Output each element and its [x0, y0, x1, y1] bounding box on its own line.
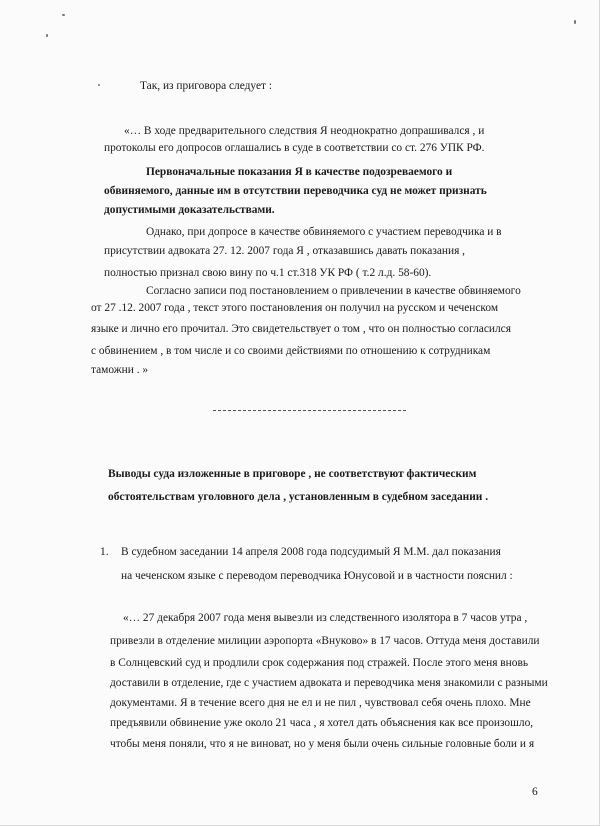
- quote1-line: «… В ходе предварительного следствия Я неоднократно допрашивался , и: [124, 125, 485, 137]
- scan-speck: [574, 20, 576, 24]
- list-item-line: на чеченском языке с переводом переводчика Юнусовой и в частности пояснил :: [121, 570, 513, 582]
- scan-speck: [62, 14, 65, 16]
- quote1-bold-line: допустимыми доказательствами.: [104, 204, 275, 216]
- quote2-line: в Солнцевский суд и продлили срок содержания под стражей. После этого меня вновь: [110, 657, 529, 669]
- intro-line: Так, из приговора следует :: [140, 80, 272, 92]
- quote1-line: таможни . »: [91, 364, 149, 376]
- quote1-line: протоколы его допросов оглашались в суде в соответствии со ст. 276 УПК РФ.: [104, 142, 485, 154]
- quote1-line: с обвинением , в том числе и со своими действиями по отношению к сотрудникам: [91, 345, 491, 357]
- quote2-line: предъявили обвинение уже около 21 часа , я хотел дать объяснения как все произошло,: [110, 717, 534, 729]
- scan-speck: [98, 84, 100, 86]
- quote2-line: документами. Я в течение всего дня не ел и не пил , чувствовал себя очень плохо. Мне: [110, 697, 531, 709]
- quote2-line: доставили в отделение, где с участием адвоката и переводчика меня знакомили с разными: [110, 677, 548, 689]
- page-number: 6: [532, 786, 538, 798]
- quote2-line: «… 27 декабря 2007 года меня вывезли из следственного изолятора в 7 часов утра ,: [123, 612, 528, 624]
- quote1-line: языке и лично его прочитал. Это свидетельствует о том , что он полностью согласился: [91, 323, 511, 335]
- list-item-number: 1.: [100, 546, 109, 558]
- list-item-line: В судебном заседании 14 апреля 2008 года подсудимый Я М.М. дал показания: [121, 546, 501, 558]
- quote2-line: привезли в отделение милиции аэропорта «Внуково» в 17 часов. Оттуда меня доставили: [110, 635, 540, 647]
- scan-speck: [46, 34, 48, 37]
- quote1-bold-line: Первоначальные показания Я в качестве подозреваемого и: [146, 166, 453, 178]
- quote1-bold-line: обвиняемого, данные им в отсутствии переводчика суд не может признать: [104, 185, 487, 197]
- quote1-line: полностью признал свою вину по ч.1 ст.318 УК РФ ( т.2 л.д. 58-60).: [104, 267, 432, 279]
- quote1-line: Согласно записи под постановлением о привлечении в качестве обвиняемого: [146, 285, 521, 297]
- quote1-line: от 27 .12. 2007 года , текст этого постановления он получил на русском и чеченском: [91, 302, 499, 314]
- section-heading-line: Выводы суда изложенные в приговоре , не соответствуют фактическим: [108, 468, 477, 480]
- quote1-line: Однако, при допросе в качестве обвиняемого с участием переводчика и в: [146, 226, 502, 238]
- separator-line: [213, 410, 406, 411]
- quote1-line: присутствии адвоката 27. 12. 2007 года Я , отказавшись давать показания ,: [104, 245, 466, 257]
- quote2-line: чтобы меня поняли, что я не виноват, но у меня были очень сильные головные боли и я: [110, 738, 535, 750]
- section-heading-line: обстоятельствам уголовного дела , установленным в судебном заседании .: [108, 491, 489, 503]
